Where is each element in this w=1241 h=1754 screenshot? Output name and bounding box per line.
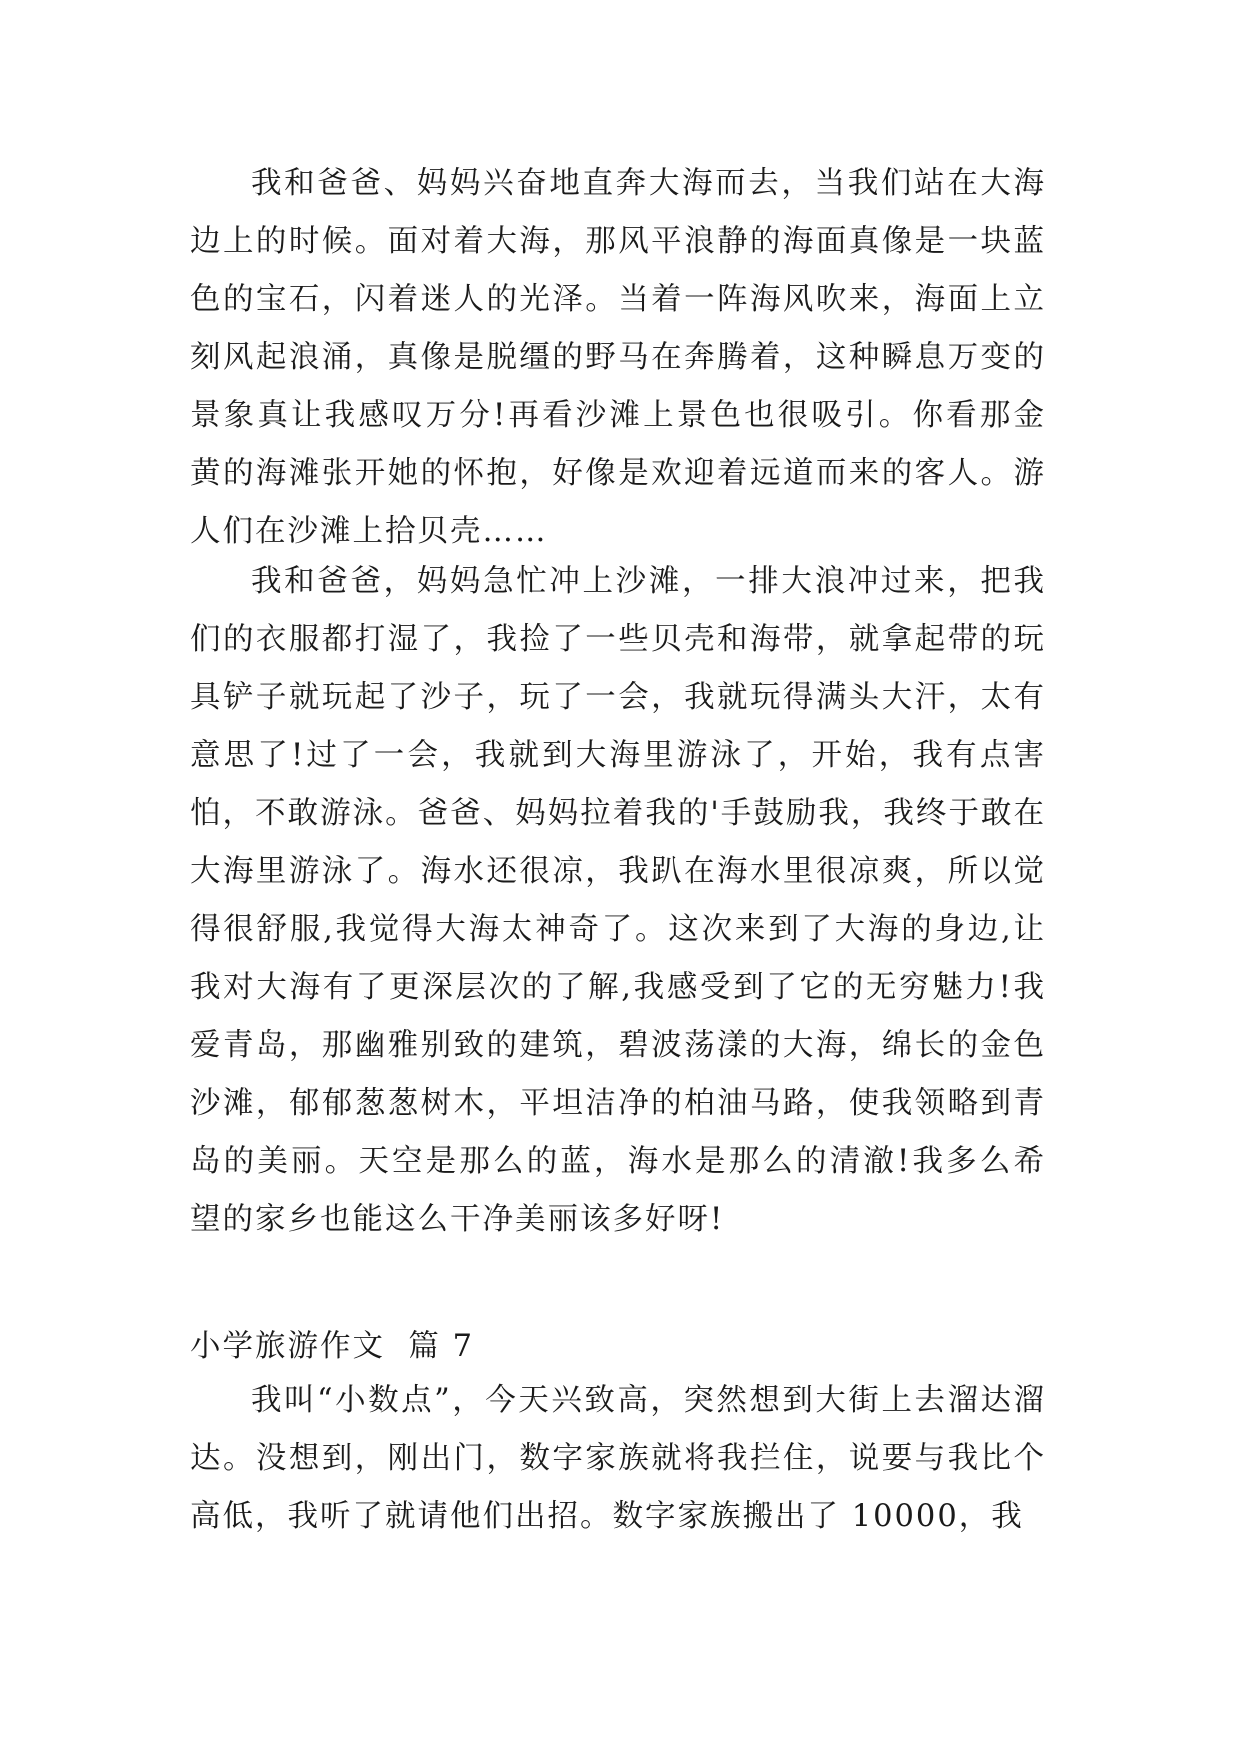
- section-heading: 小学旅游作文 篇 7: [190, 1329, 474, 1364]
- body-text-block: [190, 553, 1046, 1249]
- body-text-block: [190, 155, 1046, 561]
- body-text-block: [190, 1372, 1046, 1546]
- paragraph-seaside: 我和爸爸、妈妈兴奋地直奔大海而去，当我们站在大海边上的时候。面对着大海，那风平浪静的海面真像是一块蓝色的宝石，闪着迷人的光泽。当着一阵海风吹来，海面上立刻风起浪涌，真像是脱缰的野马在奔腾着，这种瞬息万变的景象真让我感叹万分!再看沙滩上景色也很吸引。你看那金黄的海滩张开她的怀抱，好像是欢迎着远道而来的客人。游人们在沙滩上拾贝壳……: [190, 166, 1046, 549]
- paragraph-decimal-point: 我叫“小数点”，今天兴致高，突然想到大街上去溜达溜达。没想到，刚出门，数字家族就将我拦住，说要与我比个高低，我听了就请他们出招。数字家族搬出了 10000，我: [190, 1383, 1046, 1534]
- paragraph-beach-play: 我和爸爸，妈妈急忙冲上沙滩，一排大浪冲过来，把我们的衣服都打湿了，我捡了一些贝壳和海带，就拿起带的玩具铲子就玩起了沙子，玩了一会，我就玩得满头大汗，太有意思了!过了一会，我就到大海里游泳了，开始，我有点害怕，不敢游泳。爸爸、妈妈拉着我的'手鼓励我，我终于敢在大海里游泳了。海水还很凉，我趴在海水里很凉爽，所以觉得很舒服,我觉得大海太神奇了。这次来到了大海的身边,让我对大海有了更深层次的了解,我感受到了它的无穷魅力!我爱青岛，那幽雅别致的建筑，碧波荡漾的大海，绵长的金色沙滩，郁郁葱葱树木，平坦洁净的柏油马路，使我领略到青岛的美丽。天空是那么的蓝，海水是那么的清澈!我多么希望的家乡也能这么干净美丽该多好呀!: [190, 564, 1046, 1237]
